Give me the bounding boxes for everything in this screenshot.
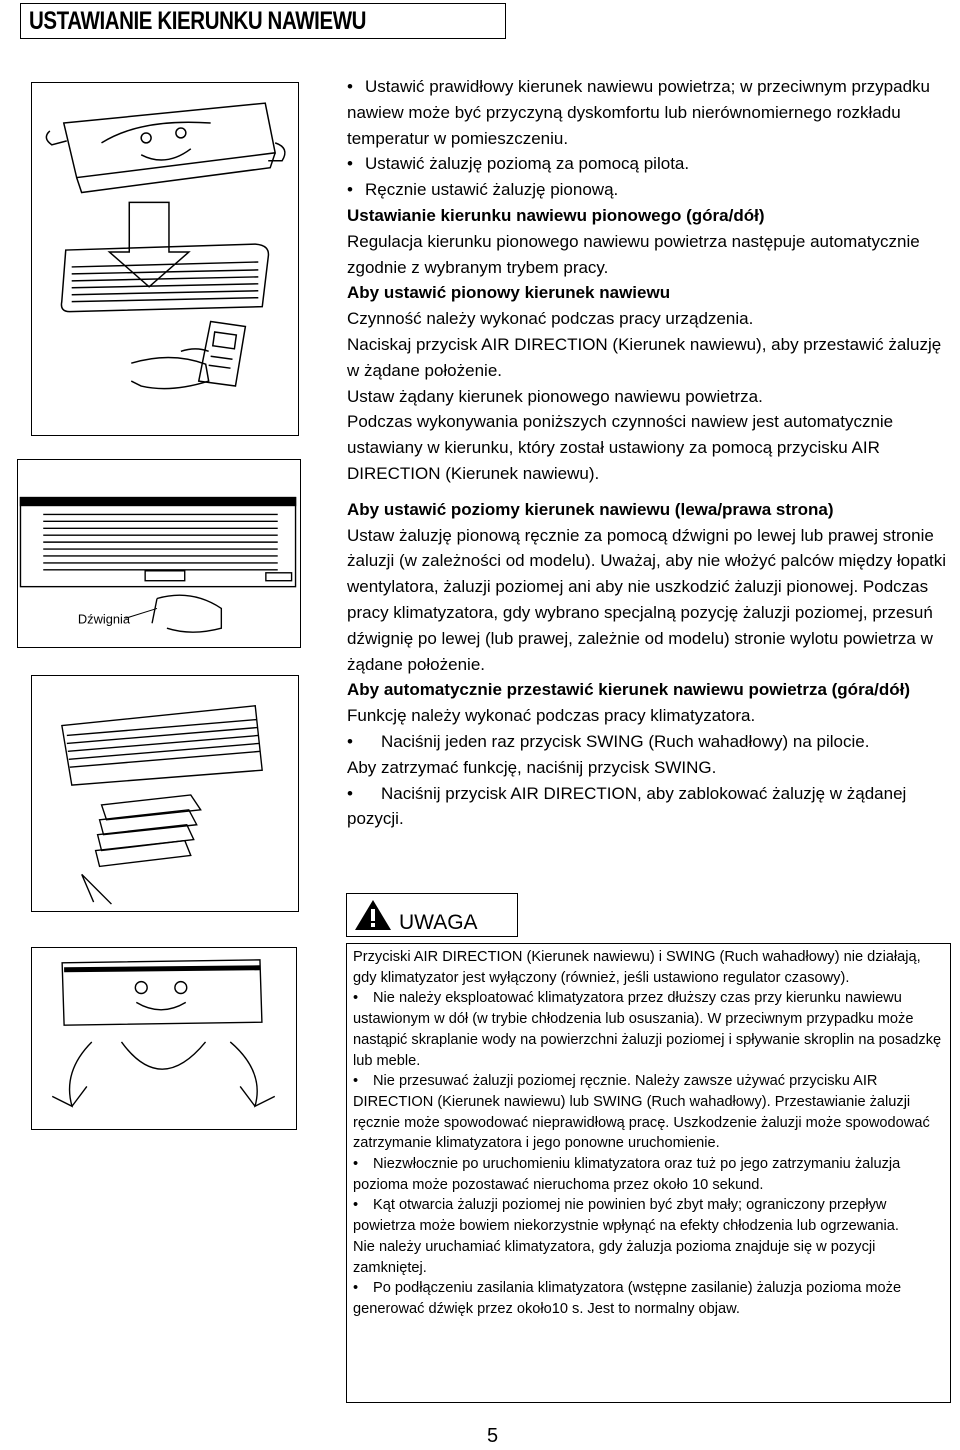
warning-note: Nie należy uruchamiać klimatyzatora, gdy żaluzja pozioma znajduje się w pozycji zamkniętej. [353,1238,876,1276]
figure-lever [17,459,301,648]
set-vertical-line-4: Podczas wykonywania poniższych czynności nawiew jest automatycznie ustawiany w kierunku, który został ustawiony za pomocą przycisku AIR DIRECTION (Kierunek nawiewu). [347,412,894,483]
auto-bullet-2: • Naciśnij przycisk AIR DIRECTION, aby zablokować żaluzję w żądanej pozycji. [347,781,947,833]
vertical-text: Regulacja kierunku pionowego nawiewu powietrza następuje automatycznie zgodnie z wybranym trybem pracy. [347,231,920,277]
warning-title: UWAGA [399,911,478,934]
warning-triangle-icon [353,898,393,932]
warning-box [346,943,951,1403]
warning-intro: Przyciski AIR DIRECTION (Kierunek nawiewu) i SWING (Ruch wahadłowy) nie działają, gdy klimatyzator jest wyłączony (również, jeśli ustawiono regulator czasowy). [353,949,921,986]
lever-label: Dźwignia [77,611,131,627]
warning-bullet-3: • Niezwłocznie po uruchomieniu klimatyzatora oraz tuż po jego zatrzymaniu żaluzja pozioma może pozostawać nieruchoma przez około 10 sekund. [353,1154,944,1195]
figure-airflow [31,947,297,1130]
page-number: 5 [487,1425,499,1447]
horizontal-text: Ustaw żaluzję pionową ręcznie za pomocą dźwigni po lewej lub prawej stronie żaluzji (w zależności od modelu). Uważaj, aby nie włożyć palców między łopatki wentylatora, żaluzji poziomej ani aby nie uszkodzić żaluzji pionowej. Podczas pracy klimatyzatora, gdy wybrano specjalną pozycję żaluzji poziomej, przesuń dźwignię po lewej (lub prawej, zależnie od modelu) stronie wylotu powietrza w żądane położenie. [347,525,947,674]
warning-bullet-1: • Nie należy eksploatować klimatyzatora przez dłuższy czas przy kierunku nawiewu ustawionym w dół (w trybie chłodzenia lub osuszania). W przeciwnym przypadku może nastąpić skraplanie wody na powierzchni żaluzji poziomej i spływanie skroplin na posadzkę lub meble. [353,988,944,1071]
vertical-heading: Ustawianie kierunku nawiewu pionowego (góra/dół) [347,205,765,225]
warning-title-box [346,893,518,937]
intro-bullet-3: • Ręcznie ustawić żaluzję pionową. [347,177,947,203]
louver-lever-illustration [18,460,300,647]
set-vertical-heading: Aby ustawić pionowy kierunek nawiewu [347,283,671,303]
airflow-illustration [32,948,296,1129]
horizontal-heading: Aby ustawić poziomy kierunek nawiewu (lewa/prawa strona) [347,499,834,519]
auto-text: Funkcję należy wykonać podczas pracy klimatyzatora. [347,706,756,726]
page-title: USTAWIANIE KIERUNKU NAWIEWU [29,7,367,35]
warning-bullet-4: • Kąt otwarcia żaluzji poziomej nie powinien być zbyt mały; ograniczony przepływ powietrza może bowiem niekorzystnie wpłynąć na efekty chłodzenia lub ogrzewania. [353,1195,944,1236]
set-vertical-line-3: Ustaw żądany kierunek pionowego nawiewu powietrza. [347,386,763,406]
main-text [347,74,947,832]
figure-remote-control [31,82,299,436]
intro-bullet-1: • Ustawić prawidłowy kierunek nawiewu powietrza; w przeciwnym przypadku nawiew może być przyczyną dyskomfortu lub nierównomiernego rozkładu temperatur w pomieszczeniu. [347,74,947,151]
set-vertical-line-2: Naciskaj przycisk AIR DIRECTION (Kierunek nawiewu), aby przestawić żaluzję w żądane położenie. [347,334,942,380]
warning-bullet-2: • Nie przesuwać żaluzji poziomej ręcznie. Należy zawsze używać przycisku AIR DIRECTION (Kierunek nawiewu) lub SWING (Ruch wahadłowy). Przestawianie żaluzji ręcznie może spowodować nieprawidłową pracę. Uszkodzenie żaluzji może spowodować zatrzymanie klimatyzatora i jego ponowne uruchomienie. [353,1071,944,1154]
intro-bullet-2: • Ustawić żaluzję poziomą za pomocą pilota. [347,151,947,177]
set-vertical-line-1: Czynność należy wykonać podczas pracy urządzenia. [347,309,754,329]
warning-last-bullet: • Po podłączeniu zasilania klimatyzatora (wstępne zasilanie) żaluzja pozioma może generować dźwięk przez około10 s. Jest to normalny objaw. [353,1278,944,1319]
figure-swing [31,675,299,912]
ac-remote-illustration [32,83,298,435]
auto-bullet-1: • Naciśnij jeden raz przycisk SWING (Ruch wahadłowy) na pilocie. [347,729,947,755]
page-heading-box [20,3,506,39]
auto-stop: Aby zatrzymać funkcję, naciśnij przycisk SWING. [347,757,717,777]
swing-louver-illustration [32,676,298,911]
auto-heading: Aby automatycznie przestawić kierunek nawiewu powietrza (góra/dół) [347,680,911,700]
